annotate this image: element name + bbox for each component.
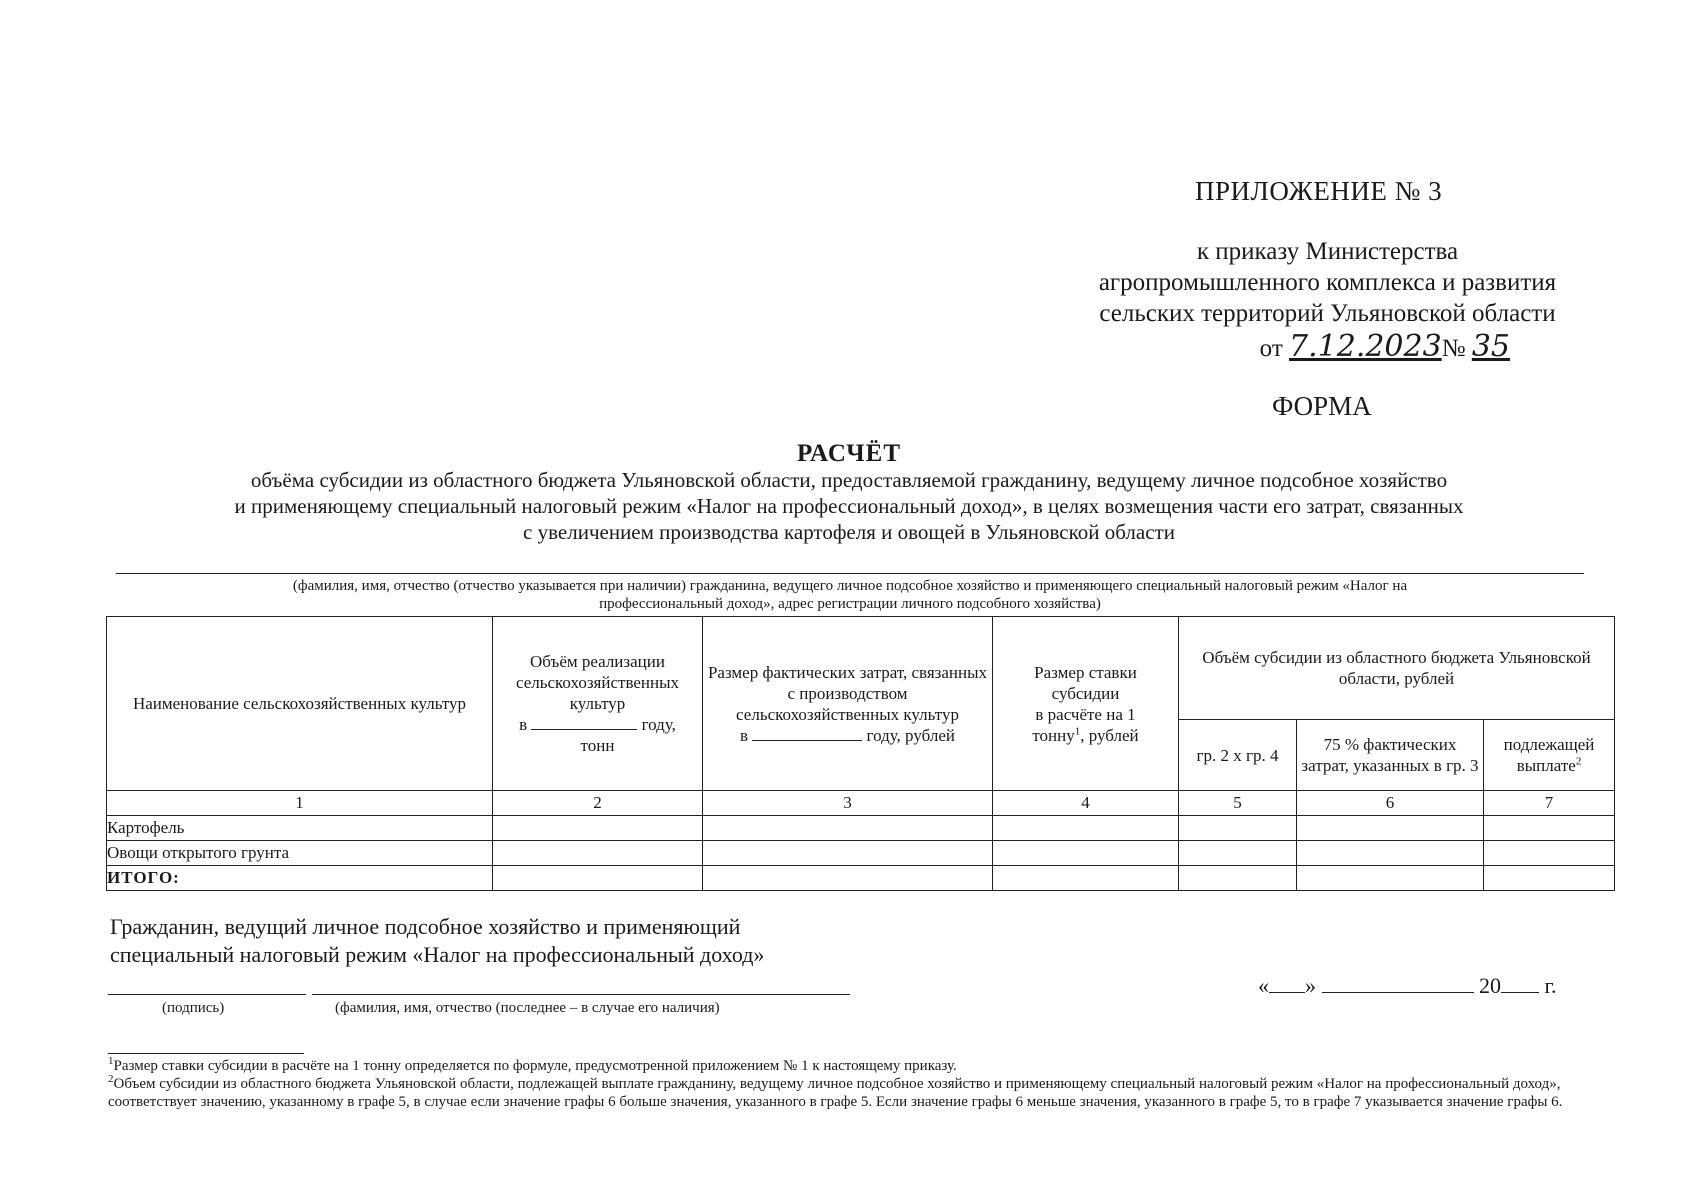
column-number: 2 (493, 791, 703, 816)
order-number-handwritten: 35 (1471, 329, 1510, 364)
description-line: с увеличением производства картофеля и овощей в Ульяновской области (523, 520, 1175, 544)
table-cell[interactable] (993, 866, 1179, 891)
date-open-quote: « (1258, 973, 1269, 998)
table-cell[interactable] (493, 816, 703, 841)
citizen-line: специальный налоговый режим «Налог на профессиональный доход» (110, 942, 765, 967)
column-number: 5 (1179, 791, 1297, 816)
document-title: РАСЧЁТ (796, 440, 901, 467)
year-blank[interactable] (1501, 992, 1539, 993)
footnote-ref-2: 2 (1575, 755, 1582, 768)
table-cell[interactable] (1179, 841, 1297, 866)
table-row-total (107, 866, 1615, 891)
subsidy-rate-line (996, 725, 1175, 746)
table-cell[interactable] (703, 816, 993, 841)
table-cell[interactable] (493, 841, 703, 866)
caption-line: профессиональный доход», адрес регистрации личного подсобного хозяйства) (599, 596, 1101, 612)
footnotes (108, 1057, 1600, 1111)
footnote-2-marker: 2 (108, 1073, 114, 1085)
table-cell[interactable] (993, 841, 1179, 866)
description-line: и применяющему специальный налоговый режим «Налог на профессиональный доход», в целях возмещения части его затрат, связанных (234, 494, 1464, 518)
table-cell[interactable] (1484, 816, 1615, 841)
table-cell[interactable] (993, 816, 1179, 841)
order-date-number (1050, 329, 1510, 364)
date-close-quote: » (1305, 973, 1316, 998)
footnote-1 (108, 1057, 1600, 1075)
calculation-table (106, 616, 1615, 891)
description-line: объёма субсидии из областного бюджета Ульяновской области, предоставляемой гражданину, ведущему личное подсобное хозяйство (250, 468, 1448, 492)
citizen-name-field-line (116, 573, 1584, 574)
year-suffix: году, (641, 715, 676, 734)
order-date-handwritten: 7.12.2023 (1289, 329, 1442, 364)
footnote-1-text: Размер ставки субсидии в расчёте на 1 тонну определяется по формуле, предусмотренной приложением № 1 к настоящему приказу. (113, 1058, 957, 1074)
header-actual-costs (703, 617, 993, 791)
signature-caption: (подпись) (162, 1000, 225, 1016)
signature-field-line[interactable] (108, 994, 306, 995)
column-number: 3 (703, 791, 993, 816)
annex-title: ПРИЛОЖЕНИЕ № 3 (1195, 176, 1443, 206)
table-cell[interactable] (703, 841, 993, 866)
document-description (100, 467, 1598, 545)
year-prefix: в (519, 715, 528, 734)
header-sales-volume (493, 617, 703, 791)
year-prefix: 20 (1479, 973, 1501, 998)
date-field (1258, 973, 1557, 999)
full-name-caption: (фамилия, имя, отчество (последнее – в случае его наличия) (335, 1000, 720, 1016)
footnote-1-marker: 1 (108, 1055, 114, 1067)
year-suffix: году, рублей (866, 725, 955, 745)
annex-line: агропромышленного комплекса и развития (1098, 269, 1557, 296)
header-subsidy-volume-group: Объём субсидии из областного бюджета Ульяновской области, рублей (1179, 617, 1615, 720)
subsidy-rate-unit: тонну (1032, 725, 1075, 745)
column-number: 1 (107, 791, 493, 816)
table-cell[interactable] (1179, 866, 1297, 891)
table-cell[interactable] (1484, 841, 1615, 866)
table-cell[interactable] (1297, 841, 1484, 866)
table-row (107, 816, 1615, 841)
header-subsidy-rate (993, 617, 1179, 791)
year-prefix: в (740, 725, 749, 745)
order-number-prefix: № (1441, 335, 1466, 362)
header-actual-costs-text: Размер фактических затрат, связанных с производством сельскохозяйственных культур (707, 662, 988, 724)
header-crop-name: Наименование сельскохозяйственных культур (107, 617, 493, 791)
annex-line: сельских территорий Ульяновской области (1099, 300, 1556, 327)
order-prefix: от (1259, 335, 1283, 362)
header-sales-volume-text: Объём реализации сельскохозяйственных культур (515, 652, 680, 713)
subsidy-rate-line: в расчёте на 1 (1035, 704, 1136, 724)
header-col5: гр. 2 х гр. 4 (1179, 720, 1297, 791)
table-cell[interactable] (703, 866, 993, 891)
footnote-2 (108, 1075, 1600, 1111)
table-row (107, 841, 1615, 866)
footnote-2-text: Объем субсидии из областного бюджета Ульяновской области, подлежащей выплате гражданину, ведущему личное подсобное хозяйство и применяющему специальный налоговый режим «Налог на профессиональный доход», соответствует значению, указанному в графе 5, в случае если значение графы 6 больше значения, указанного в графе 5. Если значение графы 6 меньше значения, указанного в графе 5, то в графе 7 указывается значение графы 6. (108, 1076, 1563, 1110)
table-cell[interactable] (1297, 816, 1484, 841)
header-col6: 75 % фактических затрат, указанных в гр. 3 (1297, 720, 1484, 791)
footnote-ref-1: 1 (1074, 724, 1081, 737)
full-name-field-line[interactable] (312, 994, 850, 995)
year-suffix: г. (1544, 973, 1557, 998)
annex-reference (1050, 236, 1605, 329)
header-sales-volume-unit: тонн (580, 736, 615, 755)
month-blank[interactable] (1322, 992, 1474, 993)
header-col7-text: подлежащей выплате (1503, 735, 1595, 775)
row-label-potato: Картофель (107, 816, 493, 841)
column-number: 6 (1297, 791, 1484, 816)
form-label: ФОРМА (1272, 391, 1372, 421)
footnote-divider (108, 1053, 304, 1054)
column-number: 7 (1484, 791, 1615, 816)
citizen-line: Гражданин, ведущий личное подсобное хозяйство и применяющий (110, 914, 741, 939)
citizen-statement (110, 913, 764, 969)
header-actual-costs-year (706, 725, 989, 746)
table-cell[interactable] (1484, 866, 1615, 891)
row-label-vegetables: Овощи открытого грунта (107, 841, 493, 866)
subsidy-rate-line: субсидии (1051, 683, 1120, 703)
subsidy-rate-line: Размер ставки (1034, 662, 1137, 682)
row-label-total: ИТОГО: (107, 866, 493, 891)
column-number: 4 (993, 791, 1179, 816)
annex-line: к приказу Министерства (1196, 238, 1459, 265)
caption-line: (фамилия, имя, отчество (отчество указывается при наличии) гражданина, ведущего личное подсобное хозяйство и применяющего специальный налоговый режим «Налог на (292, 578, 1408, 594)
table-cell[interactable] (1297, 866, 1484, 891)
table-cell[interactable] (493, 866, 703, 891)
day-blank[interactable] (1269, 992, 1305, 993)
header-sales-volume-year (496, 714, 699, 735)
subsidy-rate-currency: , рублей (1080, 725, 1139, 745)
citizen-name-caption (150, 577, 1550, 613)
header-col7 (1484, 720, 1615, 791)
table-cell[interactable] (1179, 816, 1297, 841)
